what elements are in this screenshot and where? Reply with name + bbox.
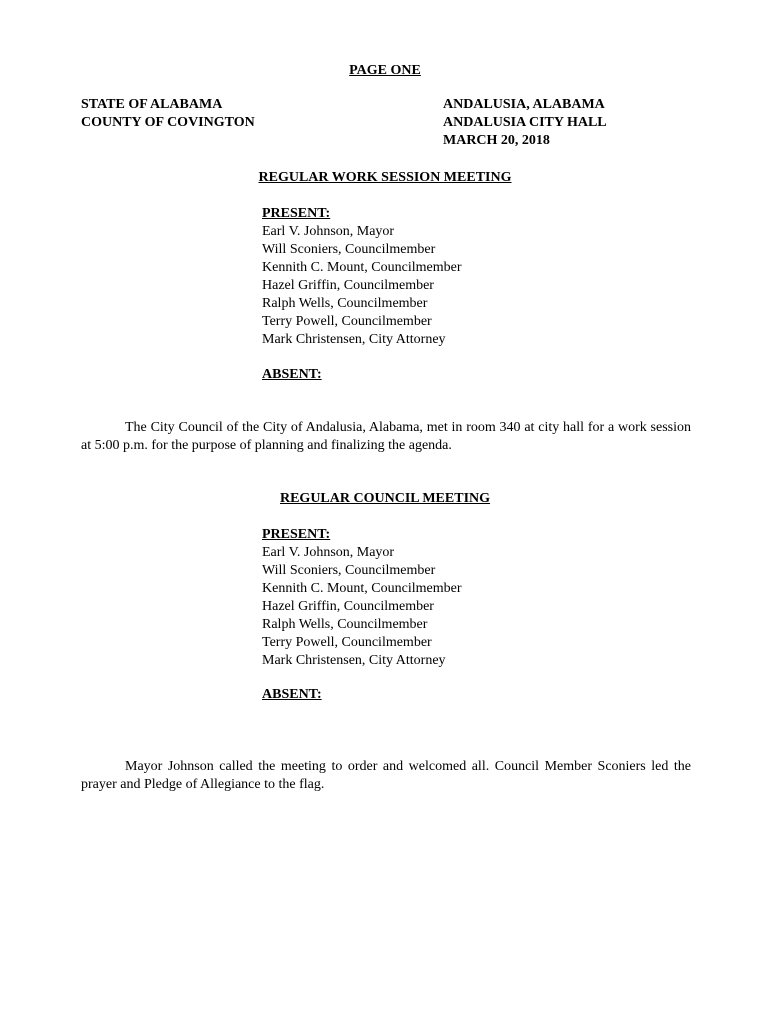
council-meeting-text: Mayor Johnson called the meeting to order and welcomed all. Council Member Sconiers led the prayer and Pledge of Allegiance to the flag. xyxy=(81,759,691,792)
attendee: Earl V. Johnson, Mayor xyxy=(262,224,395,239)
jurisdiction-header xyxy=(81,96,255,132)
attendee: Will Sconiers, Councilmember xyxy=(262,242,436,257)
council-meeting-attendance xyxy=(262,526,461,670)
location-date-header xyxy=(443,96,607,150)
present-label: PRESENT: xyxy=(262,527,331,542)
council-meeting-title: REGULAR COUNCIL MEETING xyxy=(279,491,491,506)
attendee: Kennith C. Mount, Councilmember xyxy=(262,260,462,275)
attendee: Terry Powell, Councilmember xyxy=(262,635,432,650)
date-line: MARCH 20, 2018 xyxy=(443,133,550,148)
attendee: Earl V. Johnson, Mayor xyxy=(262,545,395,560)
venue-line: ANDALUSIA CITY HALL xyxy=(443,115,607,130)
county-line: COUNTY OF COVINGTON xyxy=(81,115,255,130)
attendee: Ralph Wells, Councilmember xyxy=(262,296,428,311)
attendee: Kennith C. Mount, Councilmember xyxy=(262,581,462,596)
work-session-paragraph xyxy=(81,419,691,455)
city-line: ANDALUSIA, ALABAMA xyxy=(443,97,605,112)
attendee: Will Sconiers, Councilmember xyxy=(262,563,436,578)
work-session-title: REGULAR WORK SESSION MEETING xyxy=(258,170,512,185)
attendee: Ralph Wells, Councilmember xyxy=(262,617,428,632)
page-title: PAGE ONE xyxy=(349,63,421,78)
attendee: Hazel Griffin, Councilmember xyxy=(262,278,434,293)
attendee: Mark Christensen, City Attorney xyxy=(262,653,446,668)
state-line: STATE OF ALABAMA xyxy=(81,97,223,112)
work-session-absent-label: ABSENT: xyxy=(262,367,322,382)
council-meeting-absent-label: ABSENT: xyxy=(262,687,322,702)
present-label: PRESENT: xyxy=(262,206,331,221)
attendee: Hazel Griffin, Councilmember xyxy=(262,599,434,614)
work-session-text: The City Council of the City of Andalusia, Alabama, met in room 340 at city hall for a work session at 5:00 p.m. for the purpose of planning and finalizing the agenda. xyxy=(81,420,691,453)
attendee: Terry Powell, Councilmember xyxy=(262,314,432,329)
work-session-attendance xyxy=(262,205,461,349)
council-meeting-paragraph xyxy=(81,758,691,794)
attendee: Mark Christensen, City Attorney xyxy=(262,332,446,347)
